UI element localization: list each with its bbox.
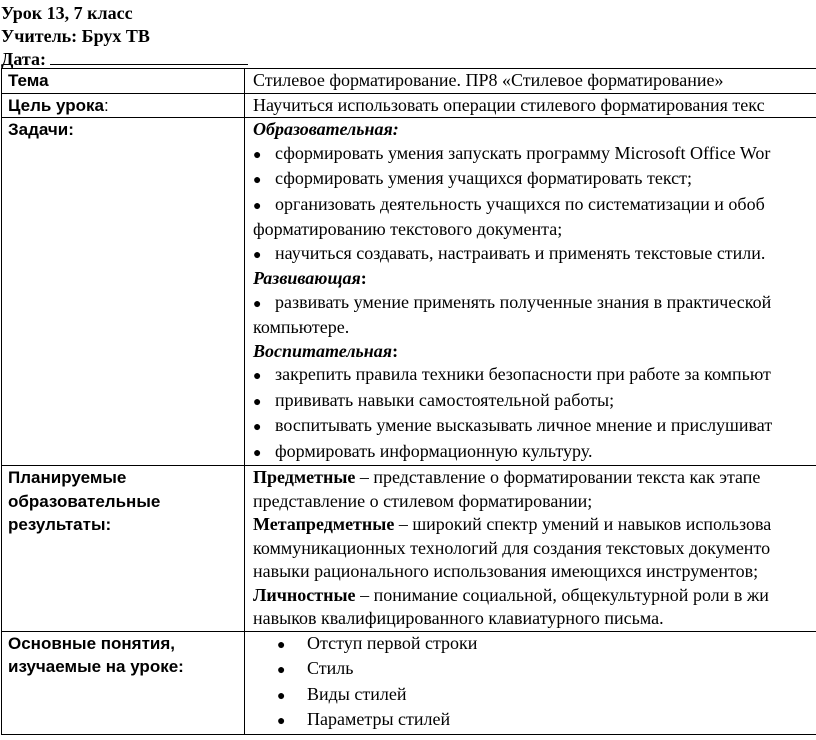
educational-heading: Образовательная: xyxy=(253,119,399,139)
meta-results-text: – широкий спектр умений и навыков использова xyxy=(394,514,772,534)
personal-results-line xyxy=(253,584,816,608)
upbringing-heading: Воспитательная xyxy=(253,340,393,361)
goal-content-cell xyxy=(245,93,816,118)
tasks-label: Задачи: xyxy=(8,120,74,139)
list-item-text: научиться создавать, настраивать и применять текстовые стили. xyxy=(275,242,766,263)
list-item xyxy=(253,363,816,389)
list-item xyxy=(253,389,816,415)
developing-heading: Развивающая xyxy=(253,268,361,288)
bullet-icon: ● xyxy=(253,147,262,163)
results-content-cell xyxy=(245,466,816,632)
bullet-icon: ● xyxy=(277,663,286,678)
list-item xyxy=(253,291,816,317)
lesson-title: Урок 13, 7 класс xyxy=(1,3,133,23)
table-row-concepts xyxy=(2,631,816,734)
list-item-text: формировать информационную культуру. xyxy=(275,440,593,461)
bullet-icon: ● xyxy=(253,198,262,214)
subject-results-text: – представление о форматировании текста как этапе xyxy=(355,467,761,487)
concepts-content-cell xyxy=(245,631,816,734)
list-item-continuation: форматированию текстового документа; xyxy=(253,219,563,239)
goal-label-cell xyxy=(2,93,245,118)
date-label: Дата: xyxy=(1,49,46,69)
results-label-cell xyxy=(2,466,245,632)
list-item-text: организовать деятельность учащихся по систематизации и обоб xyxy=(275,193,765,214)
list-item-text: сформировать умения запускать программу Microsoft Office Wor xyxy=(275,142,771,163)
personal-results-continuation: навыков квалифицированного клавиатурного письма. xyxy=(253,608,664,628)
tasks-content-cell xyxy=(245,118,816,466)
concepts-label-line: Основные понятия, xyxy=(8,633,176,653)
upbringing-heading-line xyxy=(253,340,816,364)
list-item xyxy=(253,414,816,440)
list-item xyxy=(253,193,816,219)
bullet-icon: ● xyxy=(253,420,262,435)
subject-results-term: Предметные xyxy=(253,467,356,487)
bullet-icon: ● xyxy=(253,445,262,461)
concepts-label-line: изучаемые на уроке: xyxy=(8,657,184,676)
meta-results-term: Метапредметные xyxy=(253,514,395,534)
bullet-icon: ● xyxy=(277,688,286,704)
goal-label-colon: : xyxy=(104,95,109,115)
list-item-text: Виды стилей xyxy=(307,683,407,704)
date-blank-field xyxy=(50,49,248,65)
personal-results-term: Личностные xyxy=(253,584,356,605)
list-item-text: закрепить правила техники безопасности при работе за компьют xyxy=(275,364,771,384)
table-row-goal xyxy=(2,93,816,118)
table-row-tasks xyxy=(2,118,816,466)
list-item-text: Параметры стилей xyxy=(307,709,451,729)
list-item-continuation: компьютере. xyxy=(253,317,350,337)
topic-label-cell xyxy=(2,69,245,94)
topic-label: Тема xyxy=(8,71,49,90)
goal-label: Цель урока xyxy=(8,95,105,115)
personal-results-text: – понимание социальной, общекультурной роли в жи xyxy=(355,584,769,605)
bullet-icon: ● xyxy=(253,247,262,263)
results-label-line: Планируемые xyxy=(8,468,127,487)
table-row-topic xyxy=(2,69,816,94)
bullet-icon: ● xyxy=(253,173,262,188)
subject-results-continuation: представление о стилевом форматировании; xyxy=(253,490,593,511)
developing-heading-colon: : xyxy=(360,268,367,288)
results-label-line: результаты: xyxy=(8,515,112,534)
bullet-icon: ● xyxy=(253,394,262,410)
meta-results-line xyxy=(253,513,816,537)
list-item xyxy=(253,167,816,193)
teacher-name: Учитель: Брух ТВ xyxy=(1,26,150,46)
upbringing-heading-colon: : xyxy=(392,340,399,361)
tasks-label-cell xyxy=(2,118,245,466)
developing-heading-line xyxy=(253,267,816,291)
list-item xyxy=(253,242,816,268)
list-item xyxy=(253,142,816,168)
list-item-text: развивать умение применять полученные знания в практической xyxy=(275,291,772,312)
topic-content-cell xyxy=(245,69,816,94)
goal-text: Научиться использовать операции стилевого форматирования текс xyxy=(253,94,765,115)
list-item xyxy=(253,440,816,466)
bullet-icon: ● xyxy=(277,714,286,729)
list-item xyxy=(253,632,816,658)
bullet-icon: ● xyxy=(253,296,262,312)
list-item xyxy=(253,657,816,683)
list-item xyxy=(253,708,816,734)
list-item-text: сформировать умения учащихся форматировать текст; xyxy=(275,168,693,188)
list-item-text: Отступ первой строки xyxy=(307,632,478,653)
list-item-text: прививать навыки самостоятельной работы; xyxy=(275,389,615,410)
concepts-label-cell xyxy=(2,631,245,734)
subject-results-line xyxy=(253,466,816,490)
topic-text: Стилевое форматирование. ПР8 «Стилевое форматирование» xyxy=(253,70,724,90)
list-item xyxy=(253,683,816,709)
bullet-icon: ● xyxy=(277,637,286,653)
meta-results-continuation: навыки рационального использования имеющихся инструментов; xyxy=(253,561,759,581)
list-item-text: Стиль xyxy=(307,658,354,678)
meta-results-continuation: коммуникационных технологий для создания текстовых документо xyxy=(253,537,771,558)
bullet-icon: ● xyxy=(253,369,262,384)
list-item-text: воспитывать умение высказывать личное мнение и прислушиват xyxy=(275,415,773,435)
document-header xyxy=(1,2,248,71)
table-row-results xyxy=(2,466,816,632)
lesson-plan-table xyxy=(1,68,816,735)
results-label-line: образовательные xyxy=(8,491,161,511)
